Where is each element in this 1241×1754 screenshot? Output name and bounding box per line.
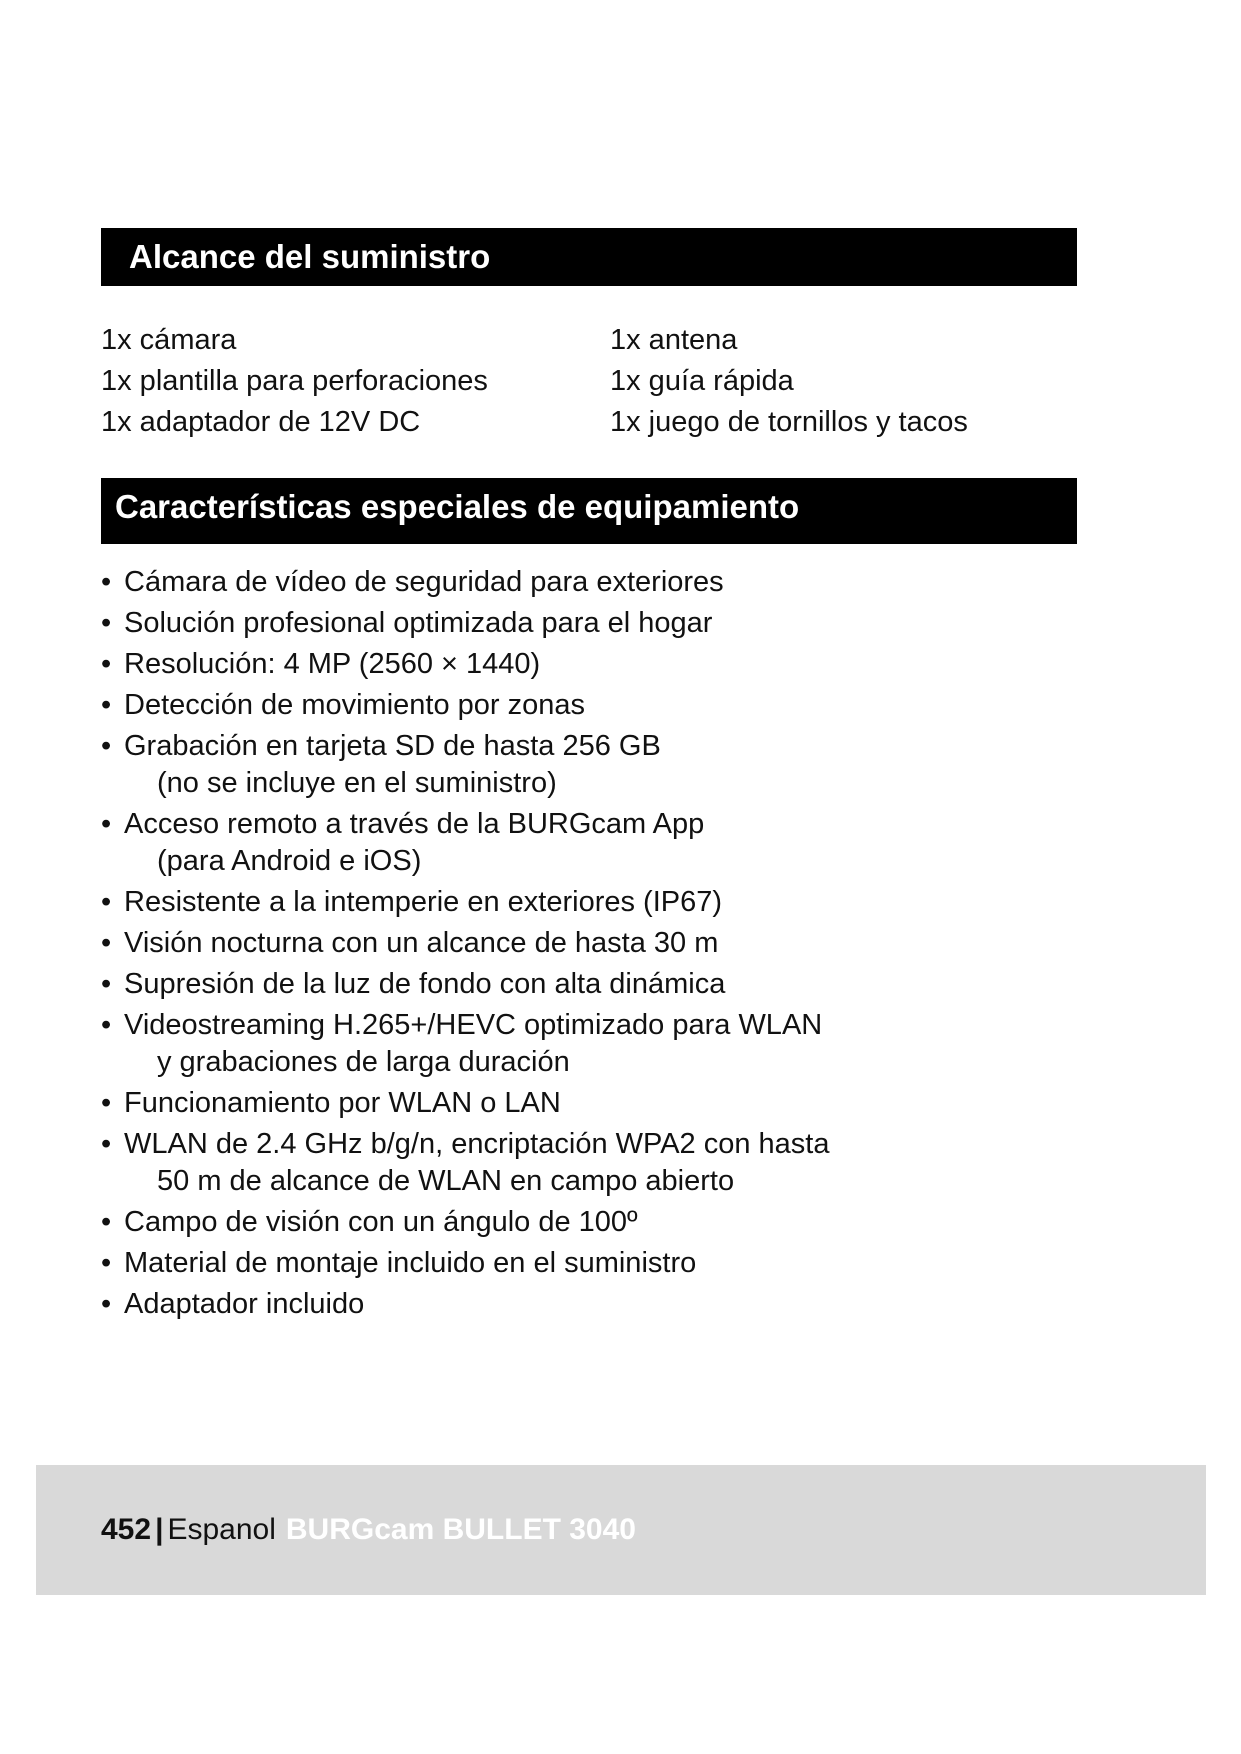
bullet-icon: •	[101, 607, 112, 639]
features-list	[101, 564, 829, 1327]
footer-product-name: BURGcam BULLET 3040	[285, 1513, 636, 1546]
feature-item	[101, 806, 829, 880]
page-number: 452	[101, 1513, 152, 1546]
feature-item	[101, 1126, 829, 1200]
footer	[101, 1510, 636, 1550]
bullet-icon: •	[101, 1288, 112, 1320]
feature-text: Funcionamiento por WLAN o LAN	[124, 1087, 561, 1119]
supply-item: 1x juego de tornillos y tacos	[610, 406, 968, 438]
feature-text: Solución profesional optimizada para el hogar	[124, 607, 713, 639]
bullet-icon: •	[101, 1087, 112, 1119]
feature-text: Resistente a la intemperie en exteriores (IP67)	[124, 886, 723, 918]
feature-item	[101, 1286, 829, 1323]
feature-text: Adaptador incluido	[124, 1288, 365, 1320]
supply-item: 1x adaptador de 12V DC	[101, 406, 421, 438]
feature-item	[101, 728, 829, 802]
feature-text-continued: (para Android e iOS)	[157, 845, 422, 877]
feature-item	[101, 687, 829, 724]
bullet-icon: •	[101, 1128, 112, 1160]
bullet-icon: •	[101, 648, 112, 680]
supply-list-right	[610, 320, 968, 443]
feature-item	[101, 646, 829, 683]
bullet-icon: •	[101, 1247, 112, 1279]
bullet-icon: •	[101, 927, 112, 959]
feature-text: Campo de visión con un ángulo de 100º	[124, 1206, 638, 1238]
feature-text: Visión nocturna con un alcance de hasta 30 m	[124, 927, 719, 959]
feature-item	[101, 564, 829, 601]
feature-text: Resolución: 4 MP (2560 × 1440)	[124, 648, 541, 680]
bullet-icon: •	[101, 1206, 112, 1238]
feature-item	[101, 884, 829, 921]
feature-text: Grabación en tarjeta SD de hasta 256 GB	[124, 730, 661, 762]
bullet-icon: •	[101, 689, 112, 721]
feature-text: WLAN de 2.4 GHz b/g/n, encriptación WPA2 con hasta	[124, 1128, 830, 1160]
supply-item: 1x guía rápida	[610, 365, 794, 397]
feature-text-continued: 50 m de alcance de WLAN en campo abierto	[157, 1165, 735, 1197]
feature-text: Cámara de vídeo de seguridad para exteriores	[124, 566, 724, 598]
feature-item	[101, 966, 829, 1003]
supply-section-title: Alcance del suministro	[101, 228, 1077, 286]
feature-text-continued: (no se incluye en el suministro)	[157, 767, 557, 799]
supply-item: 1x antena	[610, 324, 738, 356]
feature-text-continued: y grabaciones de larga duración	[157, 1046, 570, 1078]
supply-list-left	[101, 320, 488, 443]
feature-text: Material de montaje incluido en el suministro	[124, 1247, 697, 1279]
bullet-icon: •	[101, 968, 112, 1000]
feature-text: Detección de movimiento por zonas	[124, 689, 586, 721]
supply-item: 1x cámara	[101, 324, 237, 356]
feature-text: Acceso remoto a través de la BURGcam App	[124, 808, 705, 840]
feature-item	[101, 1204, 829, 1241]
feature-item	[101, 1085, 829, 1122]
feature-item	[101, 925, 829, 962]
feature-text: Videostreaming H.265+/HEVC optimizado para WLAN	[124, 1009, 823, 1041]
bullet-icon: •	[101, 886, 112, 918]
supply-item: 1x plantilla para perforaciones	[101, 365, 488, 397]
footer-language: Espanol	[167, 1513, 276, 1546]
feature-item	[101, 605, 829, 642]
bullet-icon: •	[101, 566, 112, 598]
feature-item	[101, 1245, 829, 1282]
feature-item	[101, 1007, 829, 1081]
bullet-icon: •	[101, 730, 112, 762]
bullet-icon: •	[101, 808, 112, 840]
footer-separator: |	[155, 1513, 164, 1546]
feature-text: Supresión de la luz de fondo con alta dinámica	[124, 968, 726, 1000]
bullet-icon: •	[101, 1009, 112, 1041]
features-section-title: Características especiales de equipamiento	[101, 478, 1077, 544]
